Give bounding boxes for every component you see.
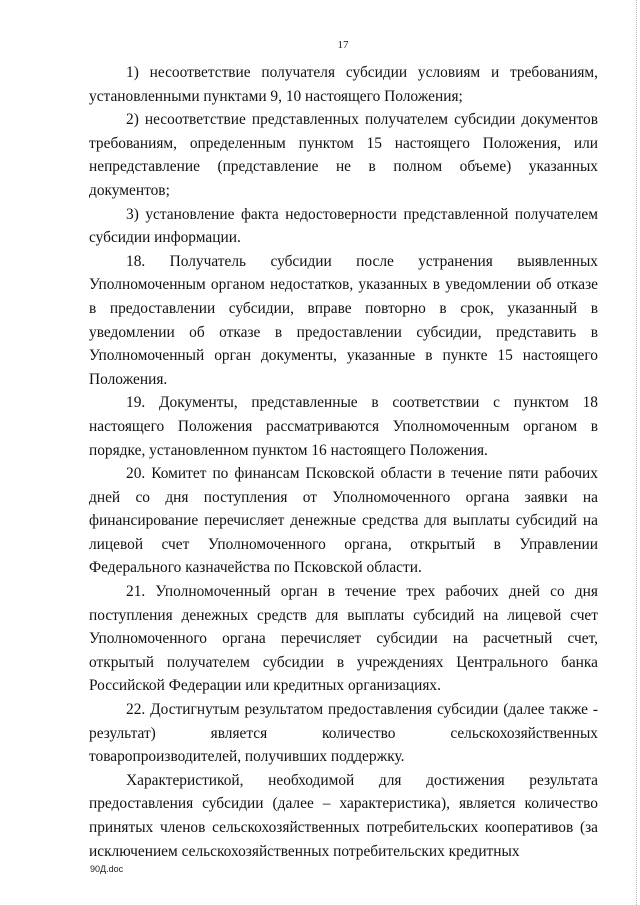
paragraph-item-2: 2) несоответствие представленных получателем субсидии документов требованиям, определенным пунктом 15 настоящего Положения, или непредставление (представление не в полном объеме) указанных документов; bbox=[89, 111, 598, 199]
paragraph-clause-21: 21. Уполномоченный орган в течение трех рабочих дней со дня поступления денежных средств для выплаты субсидий на лицевой счет Уполномоченного органа перечисляет субсидии на расчетный счет, открытый получателем субсидии в учреждениях Центрального банка Российской Федерации или кредитных организациях. bbox=[89, 583, 598, 695]
paragraph-item-3: 3) установление факта недостоверности представленной получателем субсидии информации. bbox=[89, 205, 598, 247]
paragraph-clause-19: 19. Документы, представленные в соответствии с пунктом 18 настоящего Положения рассматриваются Уполномоченным органом в порядке, установленном пунктом 16 настоящего Положения. bbox=[89, 394, 598, 459]
paragraph-characteristic: Характеристикой, необходимой для достижения результата предоставления субсидии (далее – характеристика), является количество принятых членов сельскохозяйственных потребительских кооперативов (за исключением сельскохозяйственных потребительских кредитных bbox=[89, 771, 598, 860]
page-edge bbox=[635, 0, 637, 905]
footer-filename: 90Д.doc bbox=[90, 864, 124, 874]
paragraph-item-1: 1) несоответствие получателя субсидии условиям и требованиям, установленными пунктами 9, 10 настоящего Положения; bbox=[89, 64, 598, 105]
paragraph-clause-18: 18. Получатель субсидии после устранения выявленных Уполномоченным органом недостатков, указанных в уведомлении об отказе в предоставлении субсидии, вправе повторно в срок, указанный в уведомлении об отказе в предоставлении субсидии, представить в Уполномоченный орган документы, указанные в пункте 15 настоящего Положения. bbox=[89, 252, 598, 388]
document-body bbox=[89, 61, 598, 863]
paragraph-clause-20: 20. Комитет по финансам Псковской области в течение пяти рабочих дней со дня поступления от Уполномоченного органа заявки на финансирование перечисляет денежные средства для выплаты субсидий на лицевой счет Уполномоченного органа, открытый в Управлении Федерального казначейства по Псковской области. bbox=[89, 465, 598, 577]
page-number: 17 bbox=[337, 39, 349, 51]
paragraph-clause-22: 22. Достигнутым результатом предоставления субсидии (далее также - результат) является количество сельскохозяйственных товаропроизводителей, получивших поддержку. bbox=[89, 701, 598, 766]
